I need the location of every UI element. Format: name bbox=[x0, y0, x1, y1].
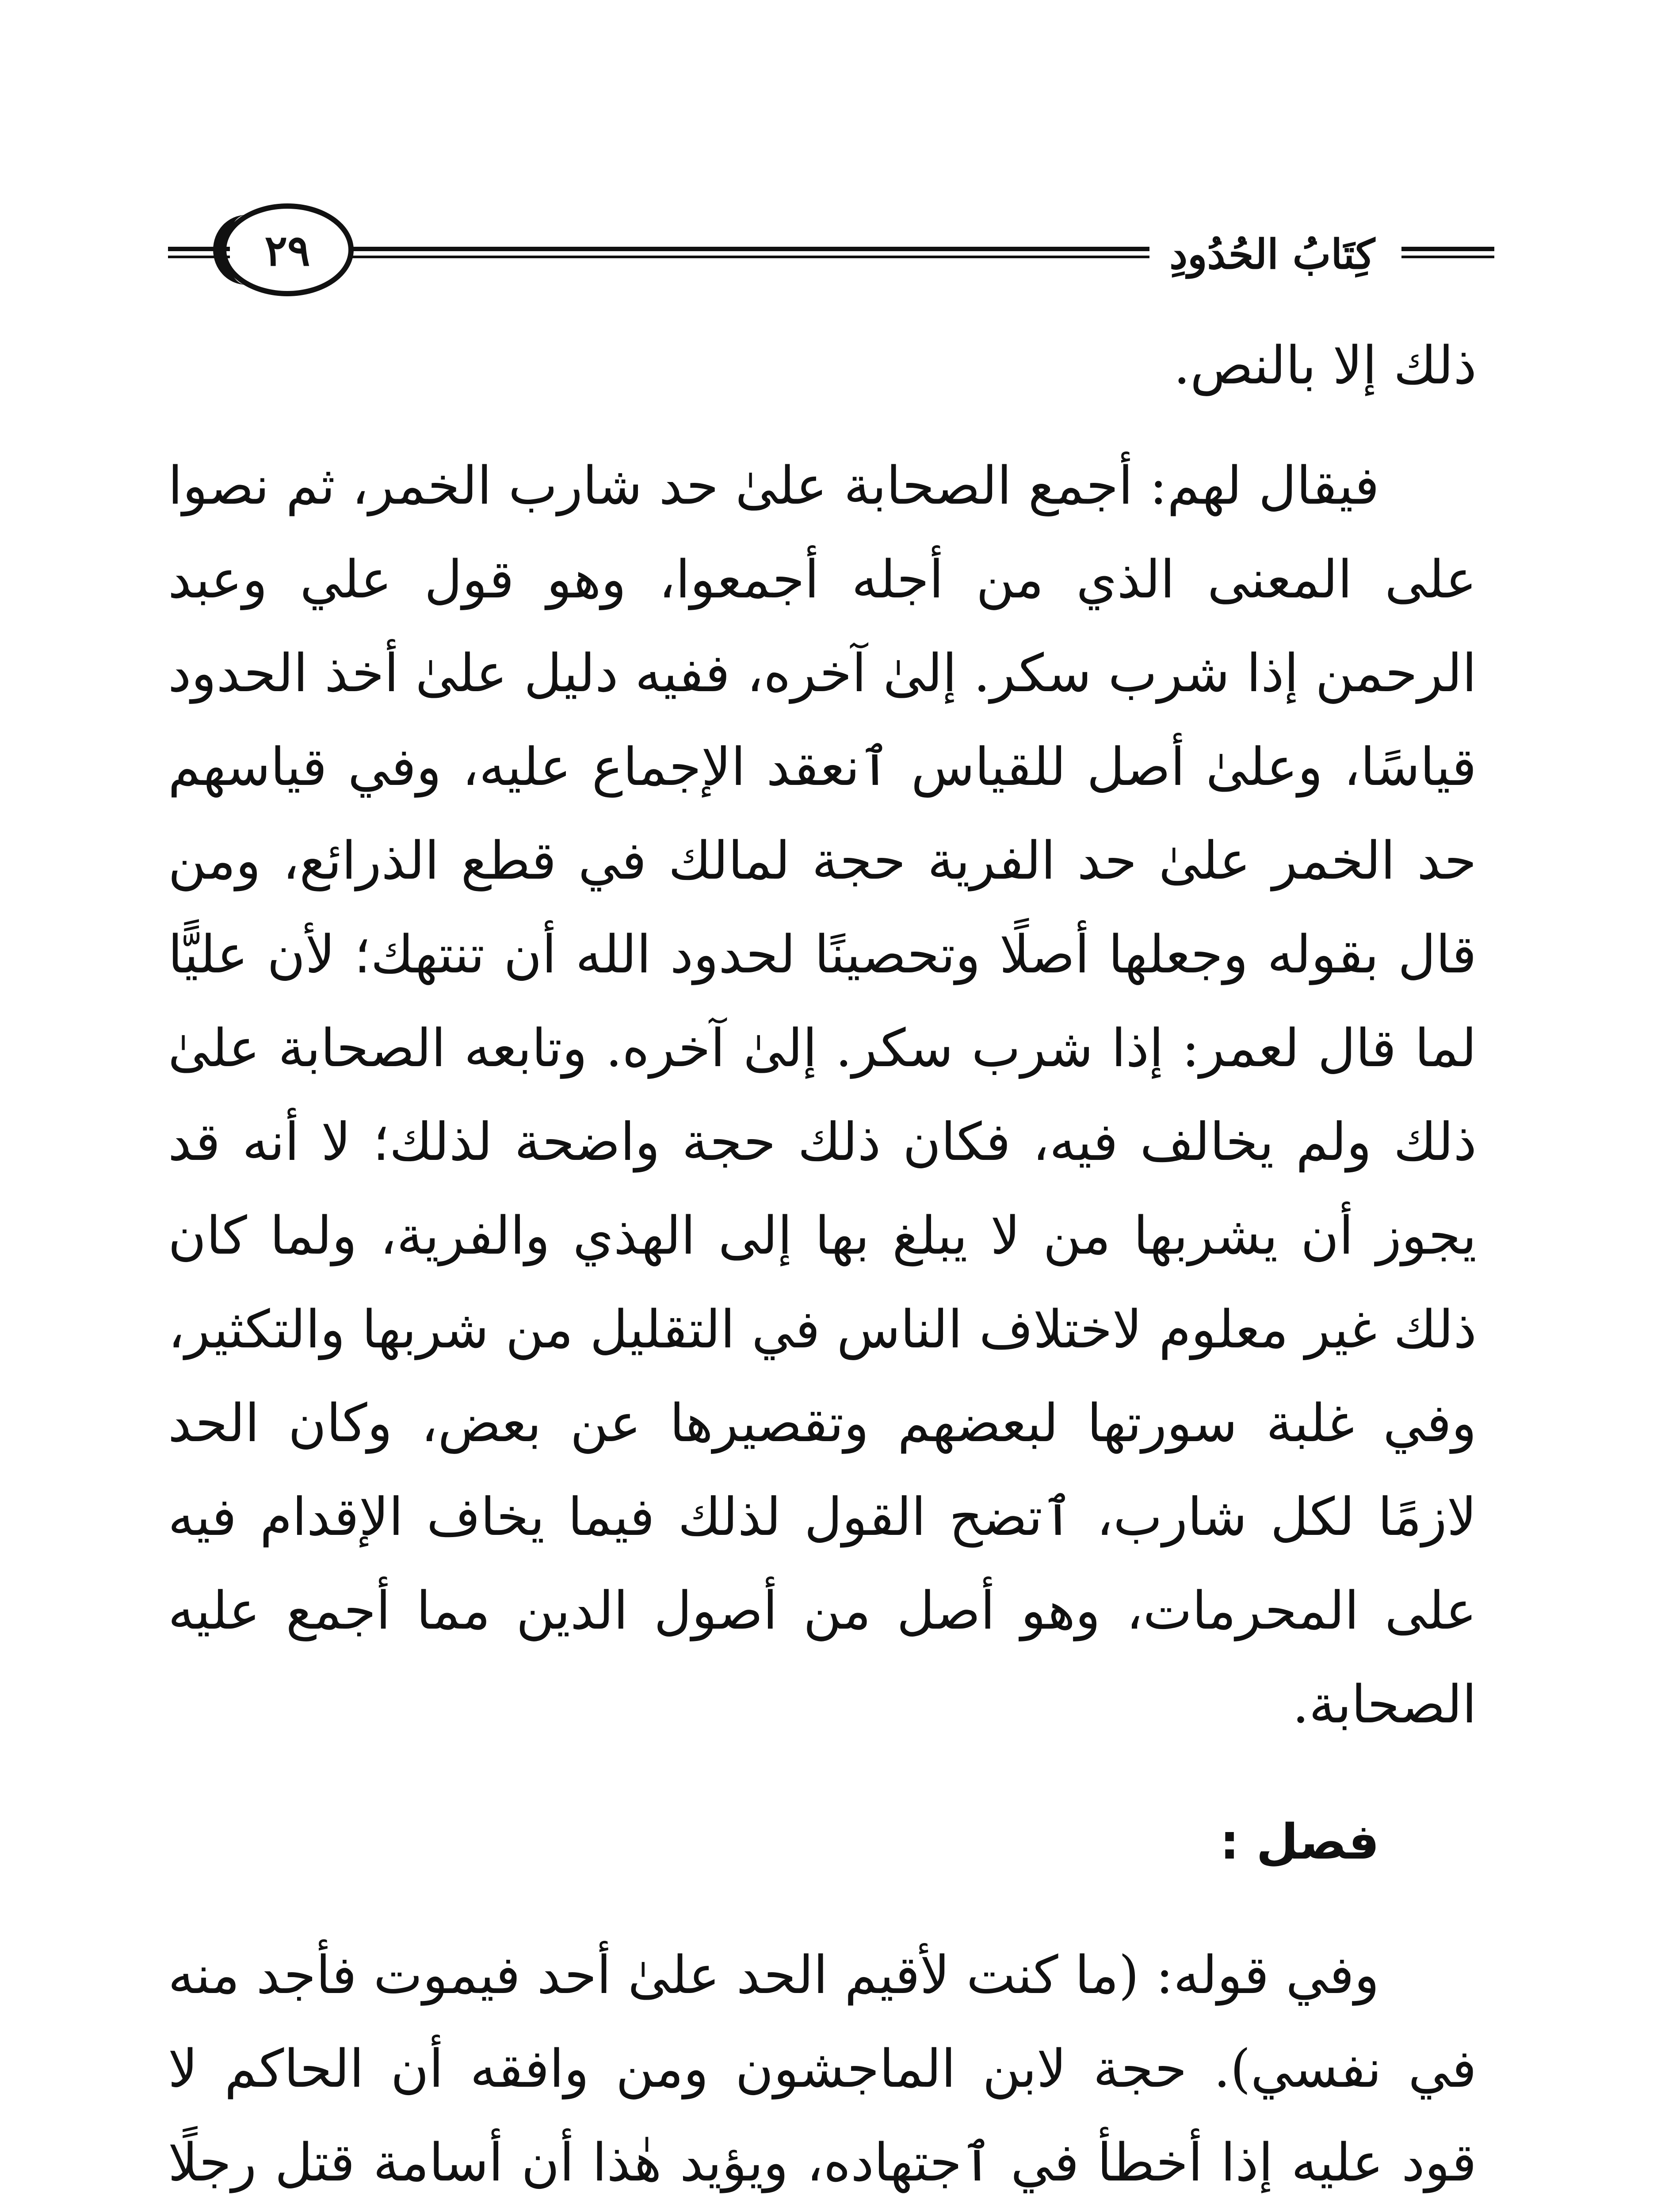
running-header bbox=[168, 199, 1494, 310]
page-body bbox=[168, 318, 1477, 2211]
paragraph-continuation: ذلك إلا بالنص. bbox=[1173, 335, 1477, 396]
paragraph-qawl: وفي قوله: (ما كنت لأقيم الحد علىٰ أحد فيموت فأجد منه في نفسي). حجة لابن الماجشون ومن وافقه أن الحاكم لا قود عليه إذا أخطأ في ٱجتهاده، ويؤيد هٰذا أن أسامة قتل رجلًا bbox=[168, 1944, 1477, 2193]
header-rule-stub bbox=[168, 247, 230, 258]
header-rule-left bbox=[327, 247, 1149, 258]
section-heading: فصل : bbox=[1220, 1813, 1379, 1870]
page-number: ٢٩ bbox=[264, 226, 310, 275]
page-number-ornament bbox=[221, 203, 354, 296]
book-title: كِتَابُ الحُدُودِ bbox=[1169, 230, 1375, 278]
paragraph-ijma: فيقال لهم: أجمع الصحابة علىٰ حد شارب الخمر، ثم نصوا على المعنى الذي من أجله أجمعوا، وهو قول علي وعبد الرحمن إذا شرب سكر. إلىٰ آخره، ففيه دليل علىٰ أخذ الحدود قياسًا، وعلىٰ أصل للقياس ٱنعقد الإجماع عليه، وفي قياسهم حد الخمر علىٰ حد الفرية حجة لمالك في قطع الذرائع، ومن قال بقوله وجعلها أصلًا وتحصينًا لحدود الله أن تنتهك؛ لأن عليًّا لما قال لعمر: إذا شرب سكر. إلىٰ آخره. وتابعه الصحابة علىٰ ذلك ولم يخالف فيه، فكان ذلك حجة واضحة لذلك؛ لا أنه قد يجوز أن يشربها من لا يبلغ بها إلى الهذي والفرية، ولما كان ذلك غير معلوم لاختلاف الناس في التقليل من شربها والتكثير، وفي غلبة سورتها لبعضهم وتقصيرها عن بعض، وكان الحد لازمًا لكل شارب، ٱتضح القول لذلك فيما يخاف الإقدام فيه على المحرمات، وهو أصل من أصول الدين مما أجمع عليه الصحابة. bbox=[168, 455, 1477, 1735]
header-rule-right bbox=[1401, 247, 1494, 258]
